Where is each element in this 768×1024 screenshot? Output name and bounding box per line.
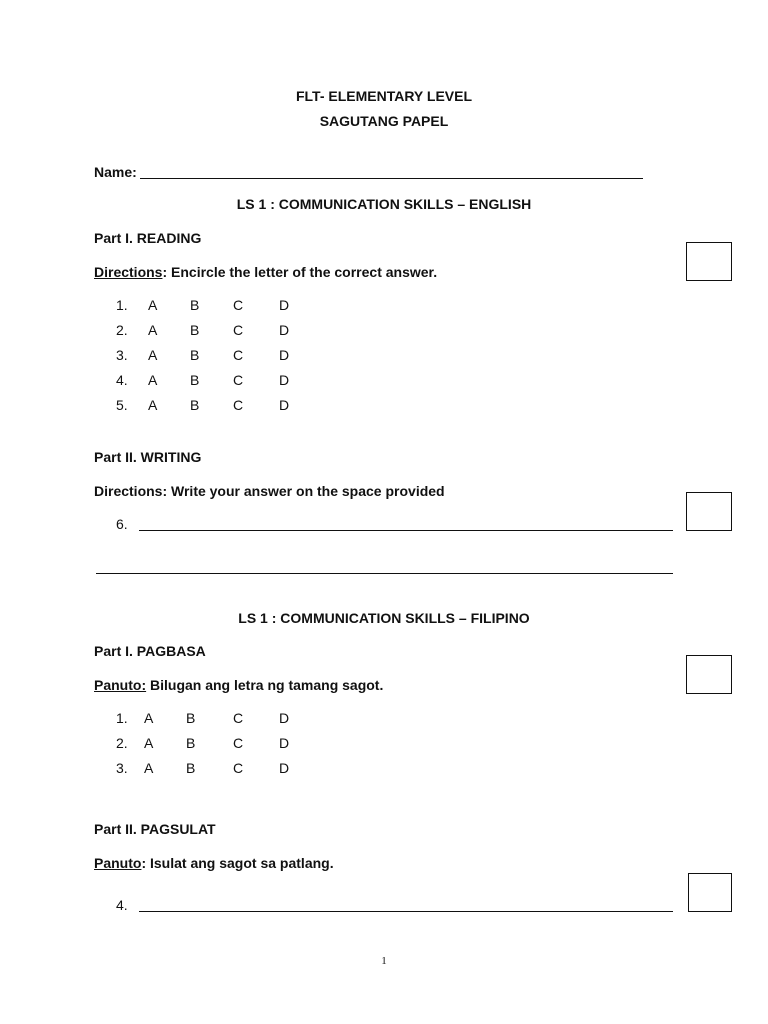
- english-part1-title: Part I. READING: [94, 230, 202, 246]
- filipino-writing-answer-line[interactable]: [139, 911, 673, 912]
- choice-b[interactable]: B: [190, 297, 200, 313]
- choice-a[interactable]: A: [148, 322, 158, 338]
- choice-a[interactable]: A: [144, 760, 154, 776]
- document-subtitle: SAGUTANG PAPEL: [319, 113, 449, 129]
- item-number: 4.: [116, 372, 128, 388]
- choice-d[interactable]: D: [279, 710, 290, 726]
- choice-c[interactable]: C: [233, 397, 244, 413]
- choice-a[interactable]: A: [148, 347, 158, 363]
- choice-a[interactable]: A: [148, 397, 158, 413]
- choice-d[interactable]: D: [279, 322, 290, 338]
- english-part2-directions: Directions: Write your answer on the space provided: [94, 483, 445, 499]
- item-number: 2.: [116, 322, 128, 338]
- choice-a[interactable]: A: [144, 735, 154, 751]
- choice-b[interactable]: B: [190, 372, 200, 388]
- document-title: FLT- ELEMENTARY LEVEL: [295, 88, 473, 104]
- english-writing-item-number: 6.: [116, 516, 128, 532]
- choice-c[interactable]: C: [233, 297, 244, 313]
- choice-a[interactable]: A: [148, 372, 158, 388]
- directions-text: : Encircle the letter of the correct answer.: [162, 264, 438, 280]
- choice-c[interactable]: C: [233, 735, 244, 751]
- english-part2-title: Part II. WRITING: [94, 449, 202, 465]
- item-number: 1.: [116, 297, 128, 313]
- english-writing-answer-line-1[interactable]: [139, 530, 673, 531]
- panuto-text: Bilugan ang letra ng tamang sagot.: [146, 677, 384, 693]
- choice-d[interactable]: D: [279, 760, 290, 776]
- choice-b[interactable]: B: [190, 322, 200, 338]
- choice-d[interactable]: D: [279, 372, 290, 388]
- score-box-english-writing[interactable]: [686, 492, 732, 531]
- choice-c[interactable]: C: [233, 347, 244, 363]
- filipino-part1-directions: [94, 677, 383, 693]
- choice-c[interactable]: C: [233, 322, 244, 338]
- panuto-label: Panuto:: [94, 677, 147, 693]
- choice-b[interactable]: B: [186, 710, 196, 726]
- item-number: 3.: [116, 760, 128, 776]
- choice-b[interactable]: B: [186, 735, 196, 751]
- english-section-heading: LS 1 : COMMUNICATION SKILLS – ENGLISH: [236, 196, 532, 212]
- choice-b[interactable]: B: [190, 397, 200, 413]
- choice-c[interactable]: C: [233, 372, 244, 388]
- choice-b[interactable]: B: [190, 347, 200, 363]
- english-part1-directions: [94, 264, 437, 280]
- filipino-part2-directions: [94, 855, 334, 871]
- filipino-part1-title: Part I. PAGBASA: [94, 643, 206, 659]
- filipino-part2-title: Part II. PAGSULAT: [94, 821, 216, 837]
- score-box-filipino-pagsulat[interactable]: [688, 873, 732, 912]
- filipino-section-heading: LS 1 : COMMUNICATION SKILLS – FILIPINO: [238, 610, 530, 626]
- choice-d[interactable]: D: [279, 735, 290, 751]
- item-number: 5.: [116, 397, 128, 413]
- choice-d[interactable]: D: [279, 297, 290, 313]
- score-box-english-reading[interactable]: [686, 242, 732, 281]
- name-label: Name:: [94, 164, 137, 180]
- directions-label: Directions: [94, 264, 163, 280]
- english-writing-answer-line-2[interactable]: [96, 573, 673, 574]
- choice-c[interactable]: C: [233, 710, 244, 726]
- choice-d[interactable]: D: [279, 347, 290, 363]
- choice-c[interactable]: C: [233, 760, 244, 776]
- item-number: 3.: [116, 347, 128, 363]
- panuto-text-2: : Isulat ang sagot sa patlang.: [141, 855, 334, 871]
- choice-a[interactable]: A: [144, 710, 154, 726]
- choice-a[interactable]: A: [148, 297, 158, 313]
- choice-b[interactable]: B: [186, 760, 196, 776]
- panuto-label-2: Panuto: [94, 855, 142, 871]
- score-box-filipino-pagbasa[interactable]: [686, 655, 732, 694]
- name-field[interactable]: [140, 178, 643, 179]
- item-number: 2.: [116, 735, 128, 751]
- filipino-writing-item-number: 4.: [116, 897, 128, 913]
- item-number: 1.: [116, 710, 128, 726]
- page-number: 1: [381, 955, 387, 967]
- choice-d[interactable]: D: [279, 397, 290, 413]
